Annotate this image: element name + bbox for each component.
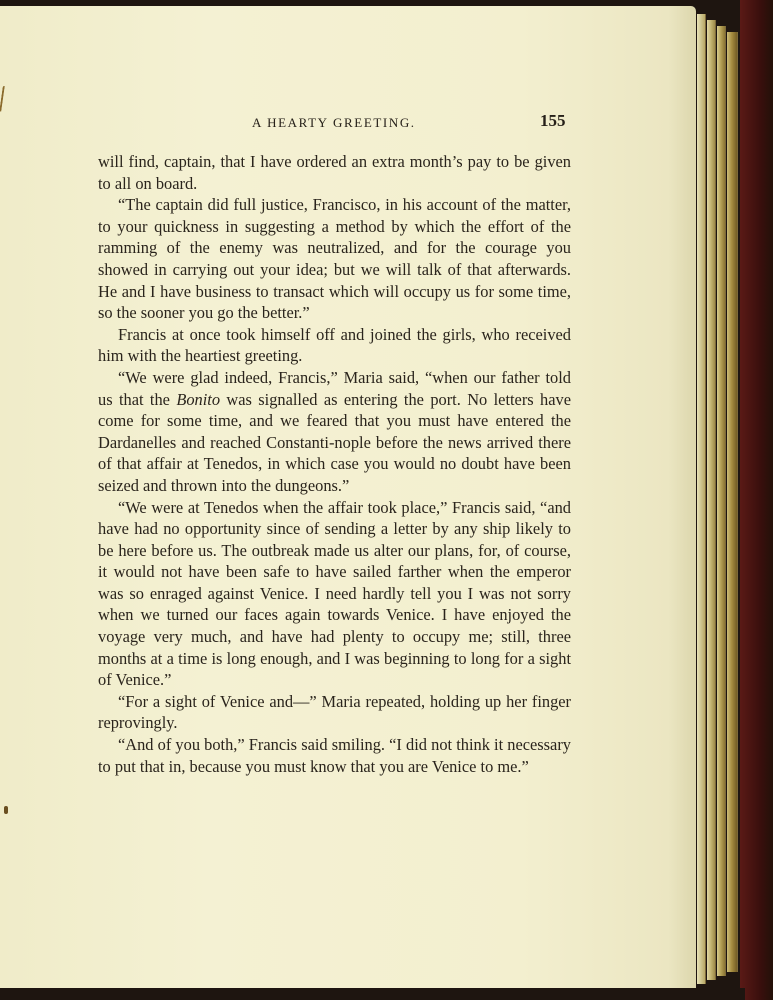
paragraph-text: was signalled as entering the port. No letters have come for some time, and we feared that you must have entered the Dardanelles and reached Constanti-nople before the news arrived there of that affair at Tenedos, in which case you would no doubt have been seized and thrown into the dungeons.” bbox=[98, 389, 571, 495]
body-text bbox=[98, 151, 571, 777]
margin-mark bbox=[4, 806, 8, 814]
page-stack-edge bbox=[727, 32, 738, 972]
running-header-title: A HEARTY GREETING. bbox=[252, 115, 416, 130]
paragraph: “For a sight of Venice and—” Maria repeated, holding up her finger reprovingly. bbox=[98, 691, 571, 733]
margin-mark bbox=[0, 86, 9, 113]
book-page bbox=[0, 6, 696, 992]
ship-name: Bonito bbox=[176, 389, 221, 409]
page-bottom-shadow bbox=[0, 988, 745, 1000]
paragraph: Francis at once took himself off and joined the girls, who received him with the heartiest greeting. bbox=[98, 324, 571, 366]
page-stack-edge bbox=[697, 14, 706, 984]
paragraph: will find, captain, that I have ordered an extra month’s pay to be given to all on board. bbox=[98, 152, 571, 193]
page-stack-edge bbox=[707, 20, 716, 980]
page-stack-edge bbox=[717, 26, 726, 976]
page-number: 155 bbox=[540, 111, 566, 130]
book-cover-edge bbox=[740, 0, 773, 1000]
paragraph-text: “We were glad indeed, Francis,” Maria said, “when our father told us that the bbox=[98, 367, 571, 409]
paragraph: “We were at Tenedos when the affair took place,” Francis said, “and have had no opportunity since of sending a letter by any ship likely to be here before us. The outbreak made us alter our plans, for, of course, it would not have been safe to have sailed farther when the emperor was so enraged against Venice. I need hardly tell you I was not sorry when we turned our faces again towards Venice. I have enjoyed the voyage very much, and have had plenty to occupy me; still, three months at a time is long enough, and I was beginning to long for a sight of Venice.” bbox=[98, 497, 571, 690]
paragraph bbox=[98, 367, 571, 497]
paragraph: “And of you both,” Francis said smiling. “I did not think it necessary to put that in, because you must know that you are Venice to me.” bbox=[98, 735, 571, 776]
paragraph: “The captain did full justice, Francisco, in his account of the matter, to your quickness in suggesting a method by which the effort of the ramming of the enemy was neutralized, and for the courage you showed in carrying out your idea; but we will talk of that afterwards. He and I have business to transact which will occupy us for some time, so the sooner you go the better.” bbox=[98, 195, 571, 323]
